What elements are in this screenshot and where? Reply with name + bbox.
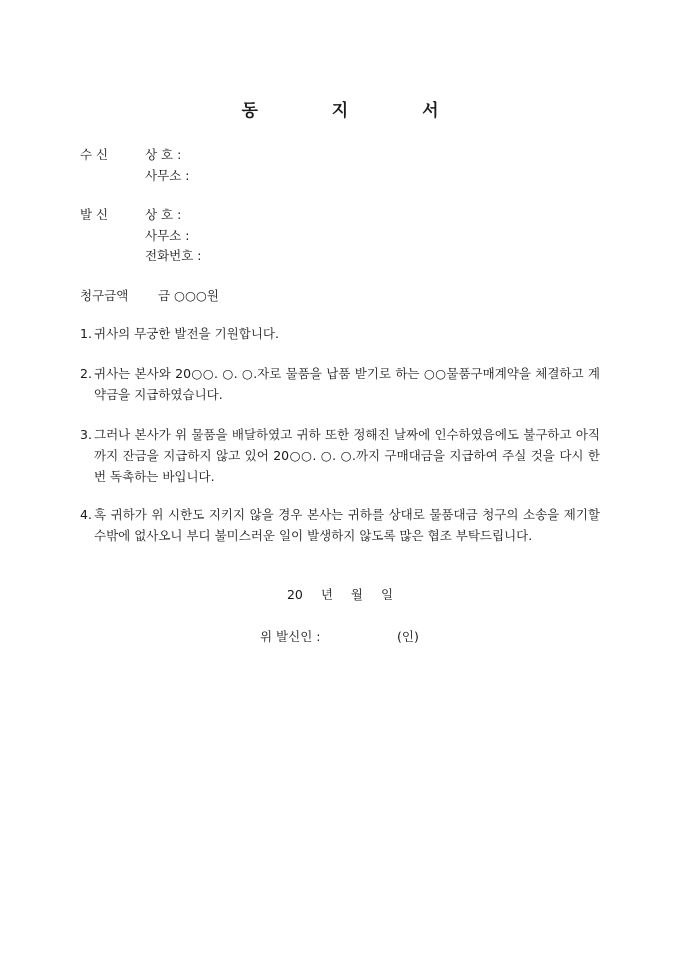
- claim-label: 청구금액: [80, 288, 129, 303]
- sender-phone-label: 전화번호 :: [145, 248, 202, 263]
- sender-label: 발 신: [80, 207, 109, 222]
- document-title: 동 지 서: [241, 101, 473, 121]
- paragraph-3: [80, 424, 600, 487]
- paragraph-text: 귀사의 무궁한 발전을 기원합니다.: [94, 326, 279, 341]
- paragraph-1: [80, 323, 600, 344]
- date-line: 20 년 월 일: [286, 587, 394, 602]
- seal-mark: (인): [397, 629, 419, 644]
- paragraph-number: 2.: [80, 366, 92, 381]
- receiver-company-label: 상 호 :: [145, 147, 182, 162]
- paragraph-number: 1.: [80, 326, 92, 341]
- paragraph-4: [80, 504, 600, 546]
- paragraph-text: 혹 귀하가 위 시한도 지키지 않을 경우 본사는 귀하를 상대로 물품대금 청구의 소송을 제기할 수밖에 없사오니 부디 불미스러운 일이 발생하지 않도록 많은 협조 부탁드립니다.: [94, 507, 600, 543]
- receiver-label: 수 신: [80, 147, 109, 162]
- paragraph-2: [80, 363, 600, 405]
- claim-value: 금 ○○○원: [158, 288, 219, 303]
- paragraph-number: 4.: [80, 507, 92, 522]
- receiver-office-label: 사무소 :: [145, 168, 190, 183]
- paragraph-text: 귀사는 본사와 20○○. ○. ○.자로 물품을 납품 받기로 하는 ○○물품구매계약을 체결하고 계약금을 지급하였습니다.: [94, 366, 600, 402]
- sender-company-label: 상 호 :: [145, 207, 182, 222]
- sender-office-label: 사무소 :: [145, 228, 190, 243]
- signer-label: 위 발신인 :: [260, 629, 321, 644]
- paragraph-text: 그러나 본사가 위 물품을 배달하였고 귀하 또한 정해진 날짜에 인수하였음에도 불구하고 아직까지 잔금을 지급하지 않고 있어 20○○. ○. ○.까지 구매대금을 지급하여 주실 것을 다시 한 번 독촉하는 바입니다.: [94, 427, 600, 484]
- paragraph-number: 3.: [80, 427, 92, 442]
